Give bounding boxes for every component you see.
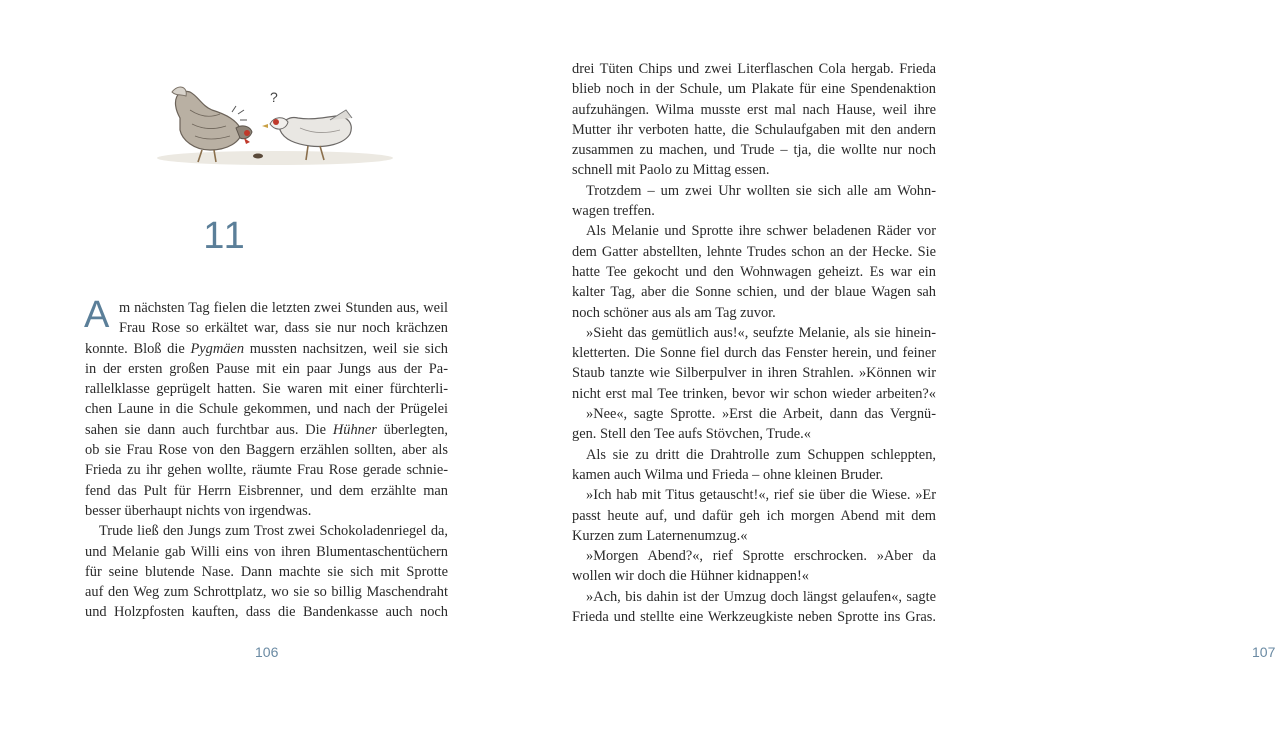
text-line: rallelklasse geprügelt hatten. Sie waren mit einer fürchterli- bbox=[85, 381, 448, 398]
text-line: drei Tüten Chips und zwei Literflaschen Cola hergab. Frieda bbox=[572, 61, 936, 77]
text-line: dem Gatter abstellten, lehnte Trudes schon an der Hecke. Sie bbox=[572, 243, 936, 260]
text-line: Trude ließ den Jungs zum Trost zwei Schokoladenriegel da, bbox=[99, 523, 448, 540]
text-line: und Holzpfosten kauften, dass die Bandenkasse auch noch bbox=[85, 604, 448, 621]
page-number-right: 107 bbox=[1252, 644, 1275, 660]
text-line: Mutter ihr verboten hatte, die Schulaufgaben mit den andern bbox=[572, 121, 936, 138]
text-line: und Melanie gab Willi eins von ihren Blumentaschentüchern bbox=[85, 543, 448, 560]
chapter-number: 11 bbox=[203, 215, 247, 257]
text-line: »Ach, bis dahin ist der Umzug doch längst gelaufen«, sagte bbox=[586, 588, 936, 605]
text-line: kamen auch Wilma und Frieda – ohne kleinen Bruder. bbox=[572, 466, 884, 483]
text-line: Kurzen zum Laternenumzug.« bbox=[572, 527, 748, 544]
text-line: Frieda und stellte eine Werkzeugkiste neben Sprotte ins Gras. bbox=[572, 609, 936, 626]
text-line: auf den Weg zum Schrottplatz, wo sie so billig Maschendraht bbox=[85, 584, 448, 601]
text-line: »Morgen Abend?«, rief Sprotte erschrocken. »Aber da bbox=[586, 548, 936, 565]
text-line: nicht erst mal Tee trinken, bevor wir schon wieder arbeiten?« bbox=[572, 385, 936, 402]
right-body-text bbox=[572, 59, 936, 627]
text-line: besser überhaupt nichts von irgendwas. bbox=[85, 502, 312, 519]
chickens-illustration bbox=[150, 80, 400, 175]
text-line: Staub tanzte wie Silberpulver in ihren Strahlen. »Können wir bbox=[572, 365, 936, 382]
left-body-text bbox=[84, 294, 448, 623]
text-line: noch schöner aus als am Tag zuvor. bbox=[572, 304, 776, 321]
text-line: sahen sie dann auch furchtbar aus. Die Hühner überlegten, bbox=[85, 421, 448, 438]
text-line: »Nee«, sagte Sprotte. »Erst die Arbeit, dann das Vergnü- bbox=[586, 406, 936, 423]
text-line: Trotzdem – um zwei Uhr wollten sie sich alle am Wohn- bbox=[586, 182, 936, 199]
text-line: Frau Rose so erkältet war, dass sie nur noch krächzen bbox=[119, 320, 448, 337]
text-line: wollen wir doch die Hühner kidnappen!« bbox=[572, 568, 809, 585]
text-line: wagen treffen. bbox=[572, 203, 655, 220]
text-line: fend das Pult für Herrn Eisbrenner, und dem erzählte man bbox=[85, 482, 448, 499]
text-line: »Sieht das gemütlich aus!«, seufzte Melanie, als sie hinein- bbox=[586, 324, 936, 341]
text-line: A m nächsten Tag fielen die letzten zwei Stunden aus, weil bbox=[84, 294, 448, 336]
text-line: aufzuhängen. Wilma musste erst mal nach Hause, weil ihre bbox=[572, 101, 936, 118]
text-line: Frieda zu ihr gehen wollte, räumte Frau Rose gerade schnie- bbox=[85, 462, 448, 479]
text-line: für seine blutende Nase. Dann machte sie sich mit Sprotte bbox=[85, 563, 448, 580]
text-line: Als sie zu dritt die Drahtrolle zum Schuppen schleppten, bbox=[586, 446, 936, 463]
text-line: konnte. Bloß die Pygmäen mussten nachsitzen, weil sie sich bbox=[85, 340, 448, 357]
text-line: blieb noch in der Schule, um Plakate für eine Spendenaktion bbox=[572, 81, 936, 98]
text-line: chen Laune in die Schule gekommen, und nach der Prügelei bbox=[85, 401, 448, 418]
page-number-left: 106 bbox=[255, 644, 279, 660]
text-line: in der ersten großen Pause mit ein paar Jungs aus der Pa- bbox=[85, 360, 448, 377]
text-line: schnell mit Paolo zu Mittag essen. bbox=[572, 162, 770, 179]
left-page bbox=[0, 0, 510, 738]
text-line: »Ich hab mit Titus getauscht!«, rief sie über die Wiese. »Er bbox=[586, 487, 936, 504]
text-line: zusammen zu machen, und Trude – tja, die wollte nur noch bbox=[572, 142, 936, 159]
text-line: gen. Stell den Tee aufs Stövchen, Trude.« bbox=[572, 426, 811, 443]
drop-cap: A bbox=[84, 294, 110, 336]
text-line: hatte Tee gekocht und den Wohnwagen geheizt. Es war ein bbox=[572, 263, 936, 280]
text-line: passt heute auf, und dafür geh ich morgen Abend mit dem bbox=[572, 507, 936, 524]
svg-text:?: ? bbox=[270, 89, 278, 105]
text-line: ob sie Frau Rose von den Baggern erzählen sollten, aber als bbox=[85, 442, 448, 459]
text-line: Als Melanie und Sprotte ihre schwer beladenen Räder vor bbox=[586, 223, 936, 240]
text-line: kletterten. Die Sonne fiel durch das Fenster herein, und feiner bbox=[572, 345, 936, 362]
text-line: kalter Tag, aber die Sonne schien, und der blaue Wagen sah bbox=[572, 284, 936, 301]
